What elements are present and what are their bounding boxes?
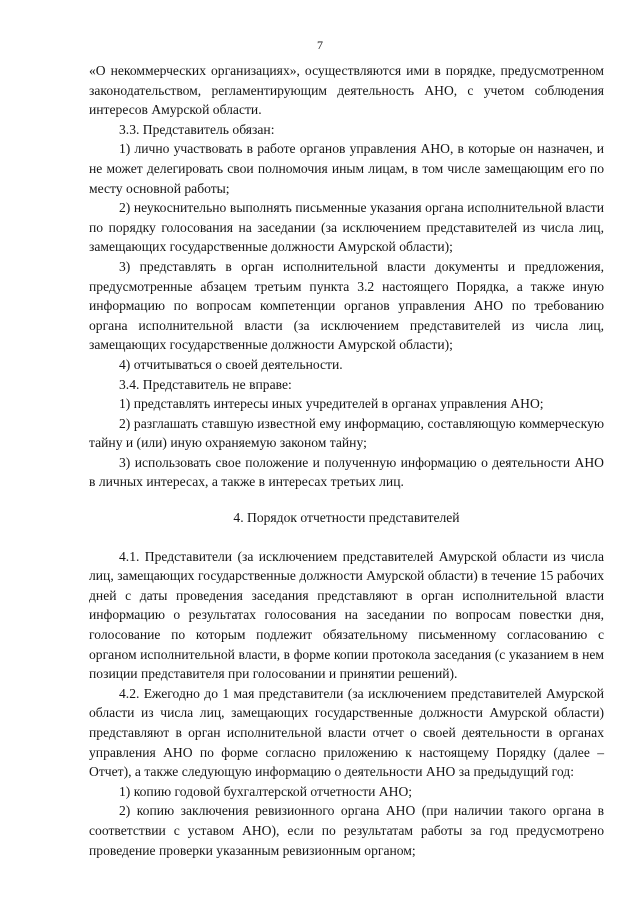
paragraph: 1) лично участвовать в работе органов управления АНО, в которые он назначен, и не может делегировать свои полномочия иным лицам, в том числе замещающим его по месту основной работы; bbox=[89, 141, 604, 196]
paragraph: 3) использовать свое положение и полученную информацию о деятельности АНО в личных интересах, а также в интересах третьих лиц. bbox=[89, 454, 604, 490]
page-number: 7 bbox=[317, 38, 323, 52]
section-heading: 4. Порядок отчетности представителей bbox=[233, 510, 460, 526]
paragraph: «О некоммерческих организациях», осуществляются ими в порядке, предусмотренном законодательством, регламентирующим деятельность АНО, с учетом соблюдения интересов Амурской области. bbox=[89, 63, 604, 118]
document-body bbox=[89, 61, 604, 860]
paragraph: 2) неукоснительно выполнять письменные указания органа исполнительной власти по порядку голосования на заседании (за исключением представителей из числа лиц, замещающих государственные должности Амурской области); bbox=[89, 200, 604, 255]
paragraph: 4.2. Ежегодно до 1 мая представители (за исключением представителей Амурской области из числа лиц, замещающих государственные должности Амурской области) представляют в орган исполнительной власти отчет о своей деятельности в органах управления АНО по форме согласно приложению к настоящему Порядку (далее – Отчет), а также следующую информацию о деятельности АНО за предыдущий год: bbox=[89, 685, 604, 780]
paragraphs-before-section bbox=[89, 61, 604, 492]
paragraph: 1) представлять интересы иных учредителей в органах управления АНО; bbox=[119, 396, 544, 412]
paragraph: 4.1. Представители (за исключением представителей Амурской области из числа лиц, замещающих государственные должности Амурской области) в течение 15 рабочих дней с даты проведения заседания представляют в орган исполнительной власти информацию о результатах голосования на заседании по вопросам повестки дня, голосование по которым подлежит обязательному письменному согласованию с органом исполнительной власти, в форме копии протокола заседания (с указанием в нем позиции представителя при голосовании и принятии решений). bbox=[89, 548, 604, 682]
paragraph: 3.4. Представитель не вправе: bbox=[119, 376, 292, 392]
paragraph: 2) разглашать ставшую известной ему информацию, составляющую коммерческую тайну и (или) иную охраняемую законом тайну; bbox=[89, 415, 604, 451]
paragraph: 3) представлять в орган исполнительной власти документы и предложения, предусмотренные абзацем третьим пункта 3.2 настоящего Порядка, а также иную информацию по вопросам компетенции органов управления АНО по требованию органа исполнительной власти (за исключением представителей из числа лиц, замещающих государственные должности Амурской области); bbox=[89, 258, 604, 353]
paragraph: 2) копию заключения ревизионного органа АНО (при наличии такого органа в соответствии с уставом АНО), если по результатам работы за год предусмотрено проведение проверки указанным ревизионным органом; bbox=[89, 803, 604, 858]
paragraphs-after-section bbox=[89, 547, 604, 861]
paragraph: 4) отчитываться о своей деятельности. bbox=[119, 356, 343, 372]
paragraph: 1) копию годовой бухгалтерской отчетности АНО; bbox=[119, 783, 413, 799]
paragraph: 3.3. Представитель обязан: bbox=[119, 121, 275, 137]
